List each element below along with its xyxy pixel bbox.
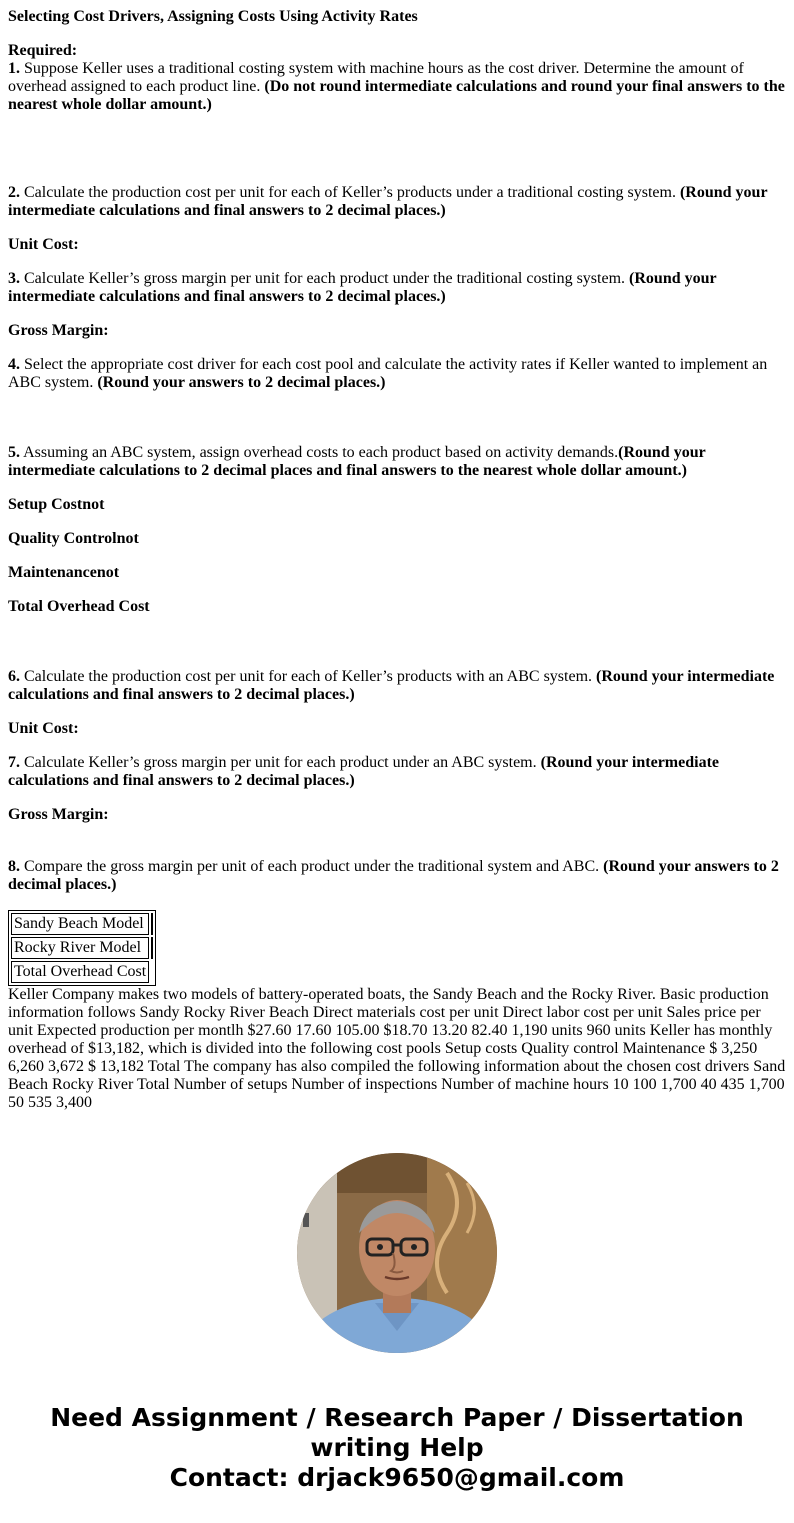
table-cell-empty bbox=[151, 913, 153, 935]
table-row bbox=[11, 937, 153, 959]
question-4-number: 4. bbox=[8, 356, 20, 373]
question-2-number: 2. bbox=[8, 184, 20, 201]
question-4 bbox=[8, 356, 788, 392]
question-7-note: (Round your intermediate calculations and final answers to 2 decimal places.) bbox=[8, 754, 719, 789]
table-row bbox=[11, 961, 153, 983]
setup-cost-label: Setup Costnot bbox=[8, 496, 105, 513]
unit-cost-label-abc: Unit Cost: bbox=[8, 720, 79, 737]
footer-line-2: writing Help bbox=[310, 1433, 484, 1462]
question-7-text: Calculate Keller’s gross margin per unit for each product under an ABC system. bbox=[20, 754, 541, 771]
question-1-text: Suppose Keller uses a traditional costing system with machine hours as the cost driver. Determine the amount of overhead assigned to each product line. bbox=[8, 60, 744, 95]
question-5-number: 5. bbox=[8, 444, 20, 461]
question-3 bbox=[8, 270, 788, 306]
table-cell: Sandy Beach Model bbox=[11, 913, 149, 935]
table-row bbox=[11, 913, 153, 935]
question-5-note: (Round your intermediate calculations to 2 decimal places and final answers to the nearest whole dollar amount.) bbox=[8, 444, 706, 479]
question-6 bbox=[8, 668, 788, 704]
question-1-number: 1. bbox=[8, 60, 20, 77]
question-2-text: Calculate the production cost per unit for each of Keller’s products under a traditional costing system. bbox=[20, 184, 680, 201]
footer-contact: Contact: drjack9650@gmail.com bbox=[169, 1463, 625, 1492]
question-4-note: (Round your answers to 2 decimal places.) bbox=[97, 374, 386, 391]
tutor-photo bbox=[297, 1153, 497, 1353]
question-8 bbox=[8, 858, 788, 894]
quality-control-label: Quality Controlnot bbox=[8, 530, 139, 547]
question-6-text: Calculate the production cost per unit for each of Keller’s products with an ABC system. bbox=[20, 668, 597, 685]
page-title: Selecting Cost Drivers, Assigning Costs Using Activity Rates bbox=[8, 8, 418, 25]
question-8-text: Compare the gross margin per unit of each product under the traditional system and ABC. bbox=[20, 858, 604, 875]
question-1 bbox=[8, 60, 788, 114]
question-7-number: 7. bbox=[8, 754, 20, 771]
question-2 bbox=[8, 184, 788, 220]
question-8-note: (Round your answers to 2 decimal places.) bbox=[8, 858, 779, 893]
question-5-text: Assuming an ABC system, assign overhead costs to each product based on activity demands. bbox=[20, 444, 619, 461]
overhead-table bbox=[8, 910, 156, 986]
footer-line-1: Need Assignment / Research Paper / Dissertation bbox=[50, 1403, 744, 1432]
question-6-note: (Round your intermediate calculations and final answers to 2 decimal places.) bbox=[8, 668, 775, 703]
person-photo-icon bbox=[297, 1153, 497, 1353]
footer-banner bbox=[0, 1403, 794, 1493]
required-label: Required: bbox=[8, 42, 78, 59]
question-3-text: Calculate Keller’s gross margin per unit for each product under the traditional costing system. bbox=[20, 270, 630, 287]
table-cell-empty bbox=[151, 937, 153, 959]
table-cell: Total Overhead Cost bbox=[11, 961, 149, 983]
maintenance-label: Maintenancenot bbox=[8, 564, 120, 581]
question-document bbox=[8, 8, 788, 1111]
question-6-number: 6. bbox=[8, 668, 20, 685]
question-5 bbox=[8, 444, 788, 480]
question-2-note: (Round your intermediate calculations and final answers to 2 decimal places.) bbox=[8, 184, 768, 219]
unit-cost-label: Unit Cost: bbox=[8, 236, 79, 253]
gross-margin-label: Gross Margin: bbox=[8, 322, 109, 339]
question-7 bbox=[8, 754, 788, 790]
question-3-number: 3. bbox=[8, 270, 20, 287]
total-overhead-label: Total Overhead Cost bbox=[8, 598, 150, 615]
question-1-note: (Do not round intermediate calculations and round your final answers to the nearest whole dollar amount.) bbox=[8, 78, 785, 113]
question-4-text: Select the appropriate cost driver for each cost pool and calculate the activity rates if Keller wanted to implement an ABC system. bbox=[8, 356, 768, 391]
problem-description: Keller Company makes two models of battery-operated boats, the Sandy Beach and the Rocky River. Basic production information follows Sandy Rocky River Beach Direct materials cost per unit Direct labor cost per unit Sales price per unit Expected production per montlh $27.60 17.60 105.00 $18.70 13.20 82.40 1,190 units 960 units Keller has monthly overhead of $13,182, which is divided into the following cost pools Setup costs Quality control Maintenance $ 3,250 6,260 3,672 $ 13,182 Total The company has also compiled the following information about the chosen cost drivers Sand Beach Rocky River Total Number of setups Number of inspections Number of machine hours 10 100 1,700 40 435 1,700 50 535 3,400 bbox=[8, 986, 786, 1111]
question-3-note: (Round your intermediate calculations and final answers to 2 decimal places.) bbox=[8, 270, 717, 305]
question-8-number: 8. bbox=[8, 858, 20, 875]
table-cell: Rocky River Model bbox=[11, 937, 149, 959]
gross-margin-label-abc: Gross Margin: bbox=[8, 806, 109, 823]
